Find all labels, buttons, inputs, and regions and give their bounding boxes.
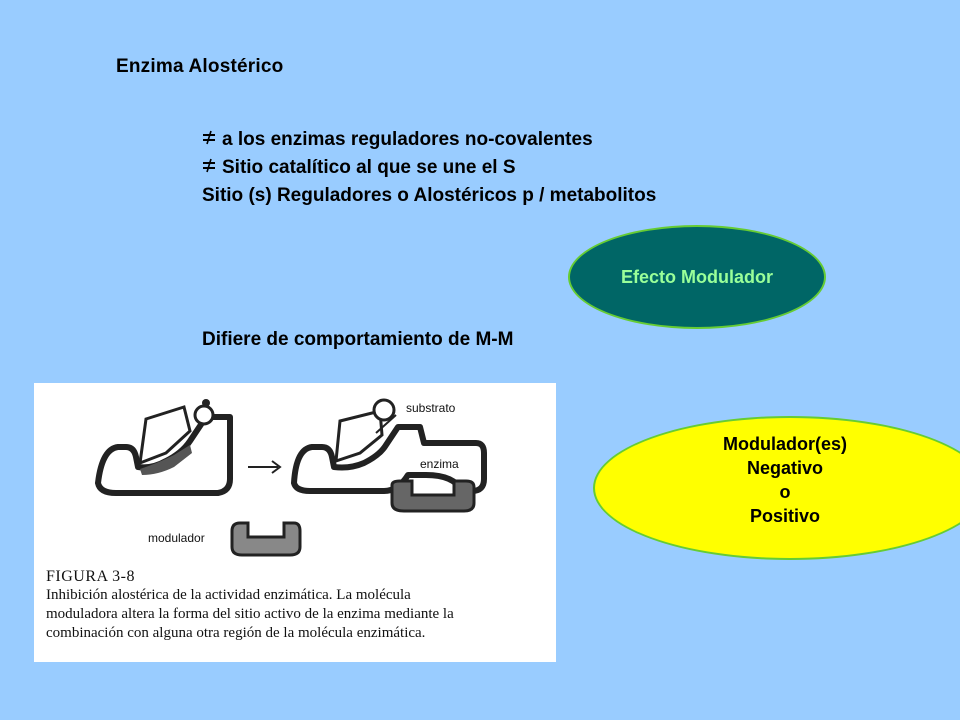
- figure-caption-title: FIGURA 3-8: [46, 568, 136, 585]
- bullet-list: [202, 126, 656, 210]
- modulator-line-4: Positivo: [749, 506, 820, 526]
- modulator-line-2: Negativo: [746, 458, 824, 478]
- bound-modulator: [392, 481, 474, 511]
- bullet-text-2: Sitio catalítico al que se une el S: [222, 157, 516, 178]
- figure-caption-line: combinación con alguna otra región de la molécula enzimática.: [46, 625, 426, 641]
- figure-caption: [46, 567, 551, 643]
- modulator-line-1: Modulador(es): [723, 434, 847, 454]
- bullet-line-2: [202, 154, 656, 182]
- slide-title: Enzima Alostérico: [116, 56, 284, 77]
- bullet-line-1: [202, 126, 656, 154]
- differ-text: Difiere de comportamiento de M-M: [202, 329, 514, 350]
- effect-modulator-oval: [568, 225, 826, 329]
- not-equal-icon: [202, 129, 216, 145]
- free-modulator: [232, 523, 300, 555]
- substrate-right: [374, 400, 394, 420]
- figure-caption-line: moduladora altera la forma del sitio activo de la enzima mediante la: [46, 606, 454, 622]
- modulator-line-3: o: [779, 482, 791, 502]
- label-modulator: modulador: [148, 531, 205, 545]
- not-equal-icon: [202, 157, 216, 173]
- substrate-left: [195, 406, 213, 424]
- effect-modulator-label: Efecto Modulador: [621, 266, 773, 287]
- figure-caption-line: Inhibición alostérica de la actividad enzimática. La molécula: [46, 587, 411, 603]
- label-substrate: substrato: [406, 401, 456, 415]
- label-enzyme: enzima: [420, 457, 459, 471]
- modulator-text: [685, 432, 885, 528]
- figure-image: [34, 383, 556, 662]
- bullet-line-3: [202, 182, 656, 210]
- bullet-text-1: a los enzimas reguladores no-covalentes: [222, 129, 593, 150]
- bullet-text-3: Sitio (s) Reguladores o Alostéricos p / metabolitos: [202, 185, 657, 206]
